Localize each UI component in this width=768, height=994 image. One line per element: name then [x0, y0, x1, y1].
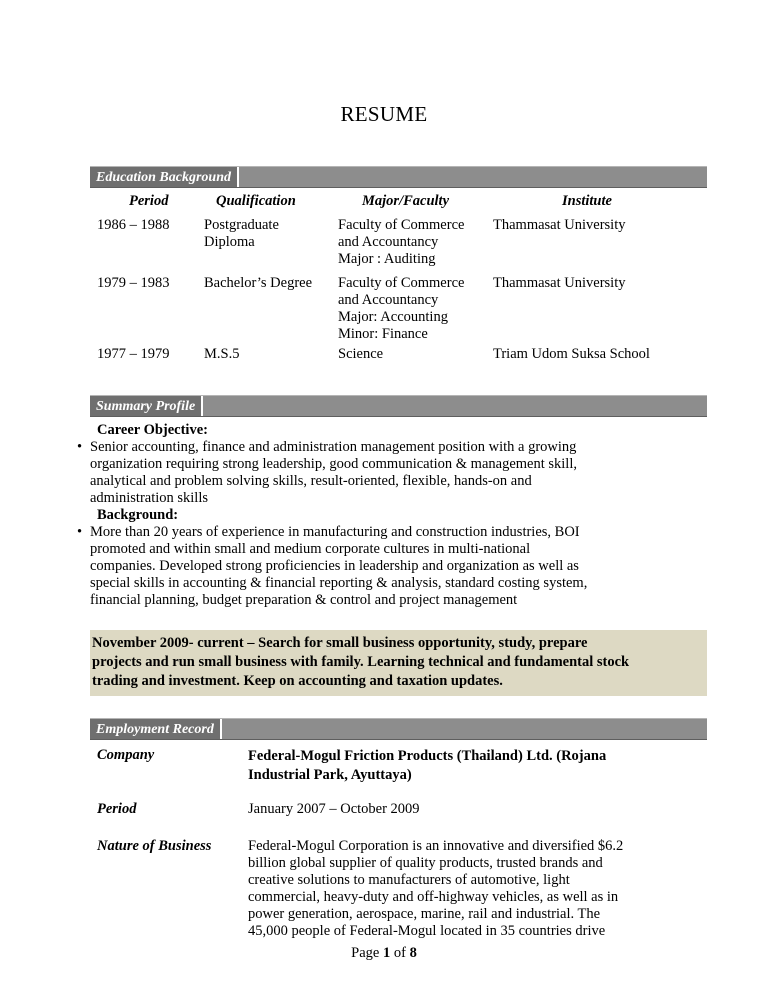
- edu-period: 1986 – 1988: [97, 217, 170, 233]
- edu-qualification: M.S.5: [204, 346, 240, 362]
- education-header-bar: [90, 166, 707, 188]
- edu-period: 1977 – 1979: [97, 346, 170, 362]
- career-objective-label: Career Objective:: [97, 422, 208, 438]
- col-institute: Institute: [562, 193, 612, 209]
- background-label: Background:: [97, 507, 179, 523]
- page-footer: Page 1 of 8: [351, 945, 417, 961]
- edu-major: Faculty of Commerce and Accountancy Major: Accounting Minor: Finance: [338, 275, 465, 342]
- summary-heading: Summary Profile: [90, 396, 203, 416]
- summary-header-bar: [90, 395, 707, 417]
- edu-major: Science: [338, 346, 384, 362]
- nature-value: Federal-Mogul Corporation is an innovative and diversified $6.2 billion global supplier of quality products, trusted brands and creative solutions to manufacturers of automotive, light commercial, heavy-duty and off-highway vehicles, as well as in power generation, aerospace, marine, rail and industrial. The 45,000 people of Federal-Mogul located in 35 countries drive: [248, 838, 624, 939]
- period-label: Period: [97, 801, 137, 817]
- col-period: Period: [129, 193, 169, 209]
- education-heading: Education Background: [90, 167, 239, 187]
- company-label: Company: [97, 747, 155, 763]
- period-value: January 2007 – October 2009: [248, 801, 420, 817]
- col-major: Major/Faculty: [362, 193, 450, 209]
- edu-major: Faculty of Commerce and Accountancy Major : Auditing: [338, 217, 465, 267]
- employment-header-bar: [90, 718, 707, 740]
- edu-institute: Thammasat University: [493, 275, 626, 291]
- edu-institute: Triam Udom Suksa School: [493, 346, 650, 362]
- col-qualification: Qualification: [216, 193, 296, 209]
- edu-period: 1979 – 1983: [97, 275, 170, 291]
- summary-body: [90, 422, 707, 609]
- employment-heading: Employment Record: [90, 719, 222, 739]
- current-activity-box: November 2009- current – Search for small business opportunity, study, prepare projects and run small business with family. Learning technical and fundamental stock trading and investment. Keep on accounting and taxation updates.: [90, 630, 707, 696]
- list-item: • Senior accounting, finance and administration management position with a growing organization requiring strong leadership, good communication & management skill, analytical and problem solving skills, result-oriented, flexible, hands-on and administration skills: [45, 439, 707, 507]
- background-list: [45, 524, 707, 609]
- nature-label: Nature of Business: [97, 838, 212, 854]
- edu-qualification: Postgraduate Diploma: [204, 217, 279, 250]
- company-value: Federal-Mogul Friction Products (Thailand) Ltd. (Rojana Industrial Park, Ayuttaya): [248, 748, 607, 783]
- list-item: • More than 20 years of experience in manufacturing and construction industries, BOI promoted and within small and medium corporate cultures in multi-national companies. Developed strong proficiencies in leadership and organization as well as special skills in accounting & financial reporting & analysis, standard costing system, financial planning, budget preparation & control and project management: [45, 524, 707, 609]
- document-title: RESUME: [340, 102, 428, 126]
- edu-institute: Thammasat University: [493, 217, 626, 233]
- career-objective-list: [45, 439, 707, 507]
- edu-qualification: Bachelor’s Degree: [204, 275, 313, 291]
